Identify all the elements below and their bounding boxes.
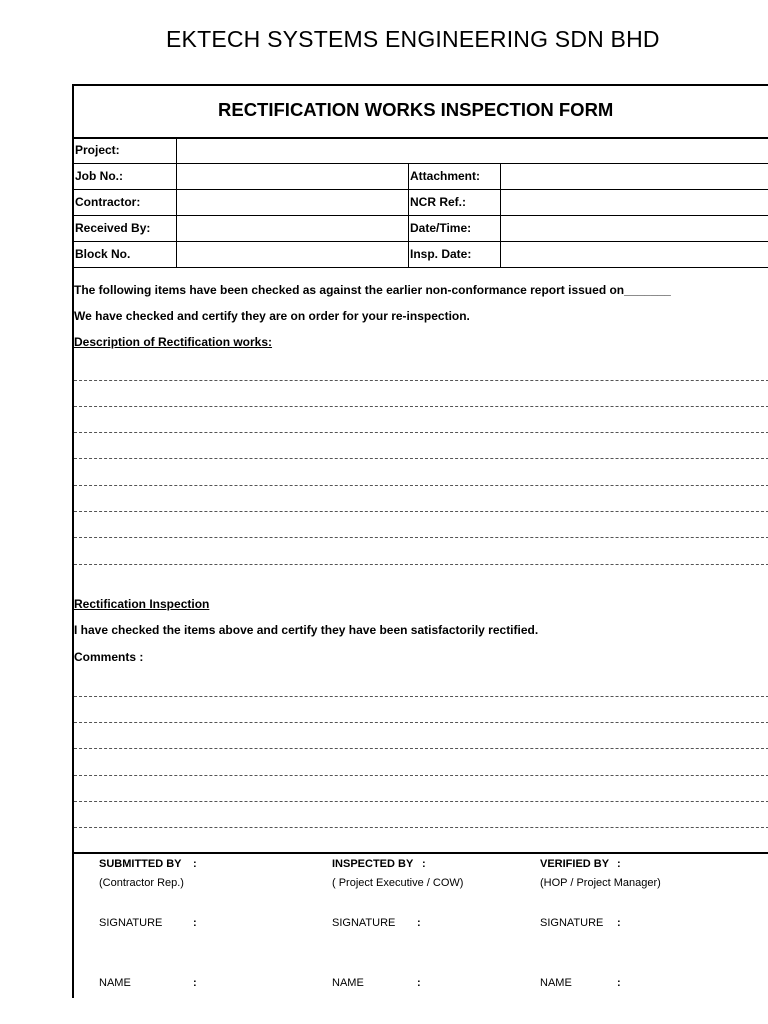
table-divider [500,163,501,267]
submitted-name-colon: : [193,977,197,989]
inspected-by-title: INSPECTED BY [332,858,414,870]
comments-line[interactable] [74,801,768,802]
verified-by-title: VERIFIED BY [540,858,610,870]
signoff-separator [72,852,768,854]
insp-date-label: Insp. Date: [410,247,472,261]
company-name: EKTECH SYSTEMS ENGINEERING SDN BHD [166,26,660,52]
inspected-by-role: ( Project Executive / COW) [332,877,464,889]
description-line[interactable] [74,380,768,381]
contractor-label: Contractor: [75,195,141,209]
submitted-name-field[interactable] [200,972,320,992]
inspected-by-colon: : [422,858,426,870]
inspected-signature-colon: : [417,917,421,929]
submitted-by-title: SUBMITTED BY [99,858,182,870]
received-by-label: Received By: [75,221,151,235]
verified-signature-colon: : [617,917,621,929]
statement-certify: We have checked and certify they are on order for your re-inspection. [74,309,470,323]
received-by-field[interactable] [178,217,406,239]
description-line[interactable] [74,432,768,433]
job-no-field[interactable] [178,165,406,187]
description-heading: Description of Rectification works: [74,335,273,349]
submitted-by-colon: : [193,858,197,870]
verified-by-role: (HOP / Project Manager) [540,877,661,889]
submitted-signature-field[interactable] [200,912,320,932]
attachment-field[interactable] [502,165,768,187]
verified-by-colon: : [617,858,621,870]
table-rule [72,267,768,268]
submitted-signature-colon: : [193,917,197,929]
table-divider [176,138,177,267]
inspected-name-field[interactable] [425,972,535,992]
attachment-label: Attachment: [410,169,481,183]
table-divider [408,163,409,267]
date-time-label: Date/Time: [410,221,472,235]
form-title: RECTIFICATION WORKS INSPECTION FORM [218,99,614,120]
statement-issued: The following items have been checked as against the earlier non-conformance report issued on_______ [74,283,671,297]
comments-line[interactable] [74,775,768,776]
comments-line[interactable] [74,722,768,723]
submitted-signature-label: SIGNATURE [99,917,163,929]
block-no-label: Block No. [75,247,131,261]
verified-signature-label: SIGNATURE [540,917,604,929]
job-no-label: Job No.: [75,169,123,183]
inspected-name-label: NAME [332,977,364,989]
inspected-signature-field[interactable] [425,912,535,932]
description-line[interactable] [74,406,768,407]
ncr-ref-field[interactable] [502,191,768,213]
project-label: Project: [75,143,120,157]
comments-line[interactable] [74,696,768,697]
comments-line[interactable] [74,748,768,749]
insp-date-field[interactable] [502,243,768,265]
submitted-name-label: NAME [99,977,131,989]
inspected-name-colon: : [417,977,421,989]
comments-label: Comments : [74,650,144,664]
comments-line[interactable] [74,827,768,828]
description-line[interactable] [74,564,768,565]
submitted-by-role: (Contractor Rep.) [99,877,184,889]
inspected-signature-label: SIGNATURE [332,917,396,929]
date-time-field[interactable] [502,217,768,239]
description-line[interactable] [74,485,768,486]
verified-signature-field[interactable] [625,912,765,932]
description-line[interactable] [74,537,768,538]
description-line[interactable] [74,458,768,459]
verified-name-colon: : [617,977,621,989]
ncr-ref-label: NCR Ref.: [410,195,466,209]
description-line[interactable] [74,511,768,512]
rectification-inspection-heading: Rectification Inspection [74,597,210,611]
verified-name-label: NAME [540,977,572,989]
contractor-field[interactable] [178,191,406,213]
verified-name-field[interactable] [625,972,765,992]
project-field[interactable] [178,140,768,162]
rectification-certify-statement: I have checked the items above and certify they have been satisfactorily rectified. [74,623,539,637]
block-no-field[interactable] [178,243,406,265]
